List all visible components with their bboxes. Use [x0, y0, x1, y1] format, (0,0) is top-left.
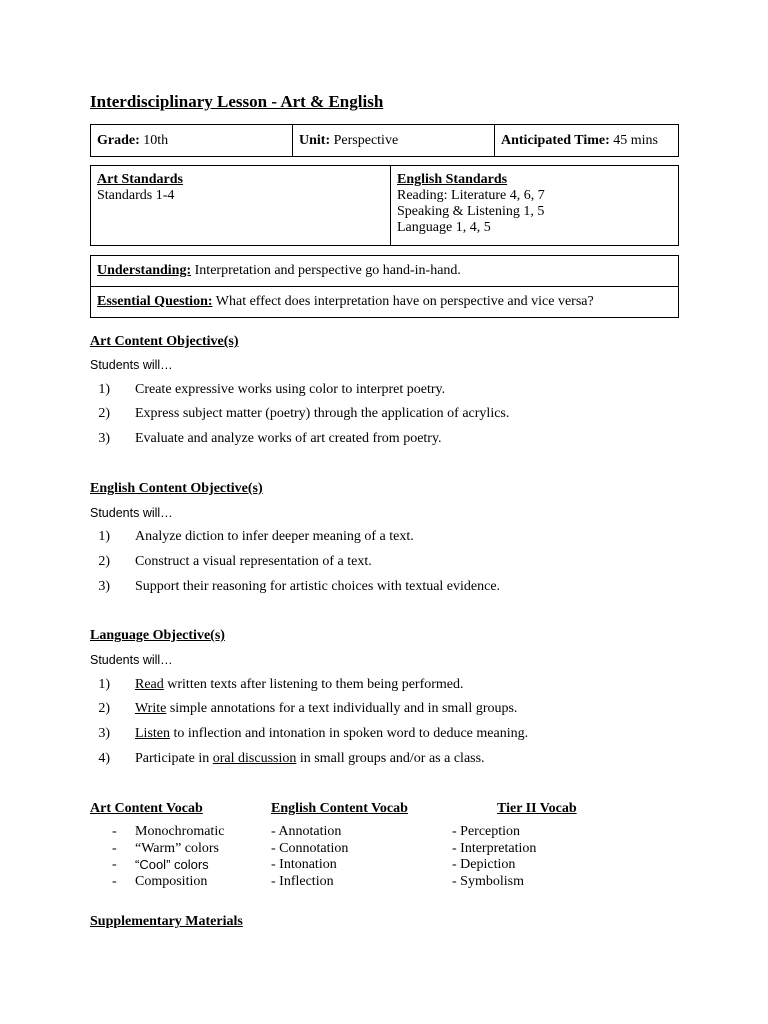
english-standards-line: Reading: Literature 4, 6, 7 — [397, 188, 545, 203]
list-text-post: written texts after listening to them being performed. — [163, 677, 464, 692]
list-text-emphasis: oral discussion — [212, 751, 297, 766]
art-standards-line: Standards 1-4 — [97, 188, 175, 203]
language-objectives-list — [90, 677, 690, 772]
vocab-item: - Inflection — [271, 874, 334, 889]
list-number: 1) — [98, 382, 110, 397]
english-standards-cell — [391, 166, 679, 246]
vocab-term: Composition — [135, 874, 208, 889]
list-text-emphasis: Listen — [135, 726, 170, 741]
info-table — [90, 124, 679, 157]
list-text — [135, 701, 517, 717]
understanding-text: Interpretation and perspective go hand-in-hand. — [194, 263, 461, 278]
list-text — [135, 726, 528, 742]
vocab-bullet: - — [112, 841, 117, 856]
unit-label: Unit: — [299, 132, 331, 148]
english-vocab-heading: English Content Vocab — [271, 801, 408, 816]
list-number: 1) — [98, 529, 110, 544]
list-text-post: simple annotations for a text individually and in small groups. — [166, 701, 518, 716]
list-text-pre: Participate in — [135, 751, 213, 766]
essential-question-text: What effect does interpretation have on perspective and vice versa? — [215, 294, 594, 309]
understanding-label: Understanding: — [97, 263, 192, 278]
vocab-bullet: - — [112, 874, 117, 889]
understanding-table — [90, 255, 679, 318]
tier2-vocab-list — [452, 824, 622, 894]
vocab-item: - Intonation — [271, 857, 337, 872]
essential-question-cell — [91, 287, 679, 318]
list-number: 2) — [98, 406, 110, 421]
art-standards-cell — [91, 166, 391, 246]
art-objectives-heading: Art Content Objective(s) — [90, 334, 239, 349]
list-number: 3) — [98, 579, 110, 594]
vocab-item: - Depiction — [452, 857, 516, 872]
list-text — [135, 751, 485, 767]
english-standards-line: Language 1, 4, 5 — [397, 220, 491, 235]
english-vocab-list — [271, 824, 441, 894]
english-standards-line: Speaking & Listening 1, 5 — [397, 204, 545, 219]
art-vocab-list — [90, 824, 260, 894]
understanding-cell — [91, 256, 679, 287]
list-text: Express subject matter (poetry) through the application of acrylics. — [135, 406, 510, 421]
art-objectives-list — [90, 382, 690, 452]
art-standards-heading: Art Standards — [97, 172, 183, 187]
unit-value: Perspective — [333, 132, 399, 148]
art-vocab-heading: Art Content Vocab — [90, 801, 203, 816]
list-number: 1) — [98, 677, 110, 692]
english-objectives-heading: English Content Objective(s) — [90, 481, 263, 496]
list-text-post: to inflection and intonation in spoken word to deduce meaning. — [170, 726, 529, 741]
time-cell — [495, 125, 679, 157]
list-number: 3) — [98, 431, 110, 446]
tier2-vocab-heading: Tier II Vocab — [497, 801, 577, 816]
vocab-item: - Symbolism — [452, 874, 524, 889]
vocab-bullet: - — [112, 824, 117, 839]
vocab-term: “Cool” colors — [135, 857, 209, 872]
list-text: Support their reasoning for artistic choices with textual evidence. — [135, 579, 501, 594]
time-value: 45 mins — [613, 132, 658, 148]
vocab-item: - Annotation — [271, 824, 342, 839]
list-text: Evaluate and analyze works of art created from poetry. — [135, 431, 442, 446]
grade-cell — [91, 125, 293, 157]
list-text: Construct a visual representation of a text. — [135, 554, 372, 569]
list-number: 2) — [98, 701, 110, 716]
vocab-term: “Warm” colors — [135, 841, 219, 856]
unit-cell — [293, 125, 495, 157]
vocab-bullet: - — [112, 857, 117, 872]
list-text — [135, 677, 464, 693]
list-text: Create expressive works using color to interpret poetry. — [135, 382, 446, 397]
vocab-item: - Connotation — [271, 841, 349, 856]
standards-table — [90, 165, 679, 246]
list-number: 2) — [98, 554, 110, 569]
list-text-post: in small groups and/or as a class. — [296, 751, 485, 766]
list-text: Analyze diction to infer deeper meaning of a text. — [135, 529, 414, 544]
english-standards-heading: English Standards — [397, 172, 508, 187]
english-objectives-intro: Students will… — [90, 506, 173, 520]
language-objectives-intro: Students will… — [90, 653, 173, 667]
time-label: Anticipated Time: — [501, 132, 610, 148]
page-title: Interdisciplinary Lesson - Art & English — [90, 92, 384, 111]
list-text-emphasis: Write — [135, 701, 167, 716]
essential-question-label: Essential Question: — [97, 294, 213, 309]
language-objectives-heading: Language Objective(s) — [90, 628, 225, 643]
vocab-item: - Perception — [452, 824, 521, 839]
vocab-term: Monochromatic — [135, 824, 225, 839]
supplementary-heading: Supplementary Materials — [90, 914, 243, 929]
english-objectives-list — [90, 529, 690, 599]
list-number: 4) — [98, 751, 110, 766]
grade-value: 10th — [143, 132, 169, 148]
list-number: 3) — [98, 726, 110, 741]
list-text-emphasis: Read — [135, 677, 164, 692]
grade-label: Grade: — [97, 132, 140, 148]
art-objectives-intro: Students will… — [90, 358, 173, 372]
vocab-item: - Interpretation — [452, 841, 537, 856]
